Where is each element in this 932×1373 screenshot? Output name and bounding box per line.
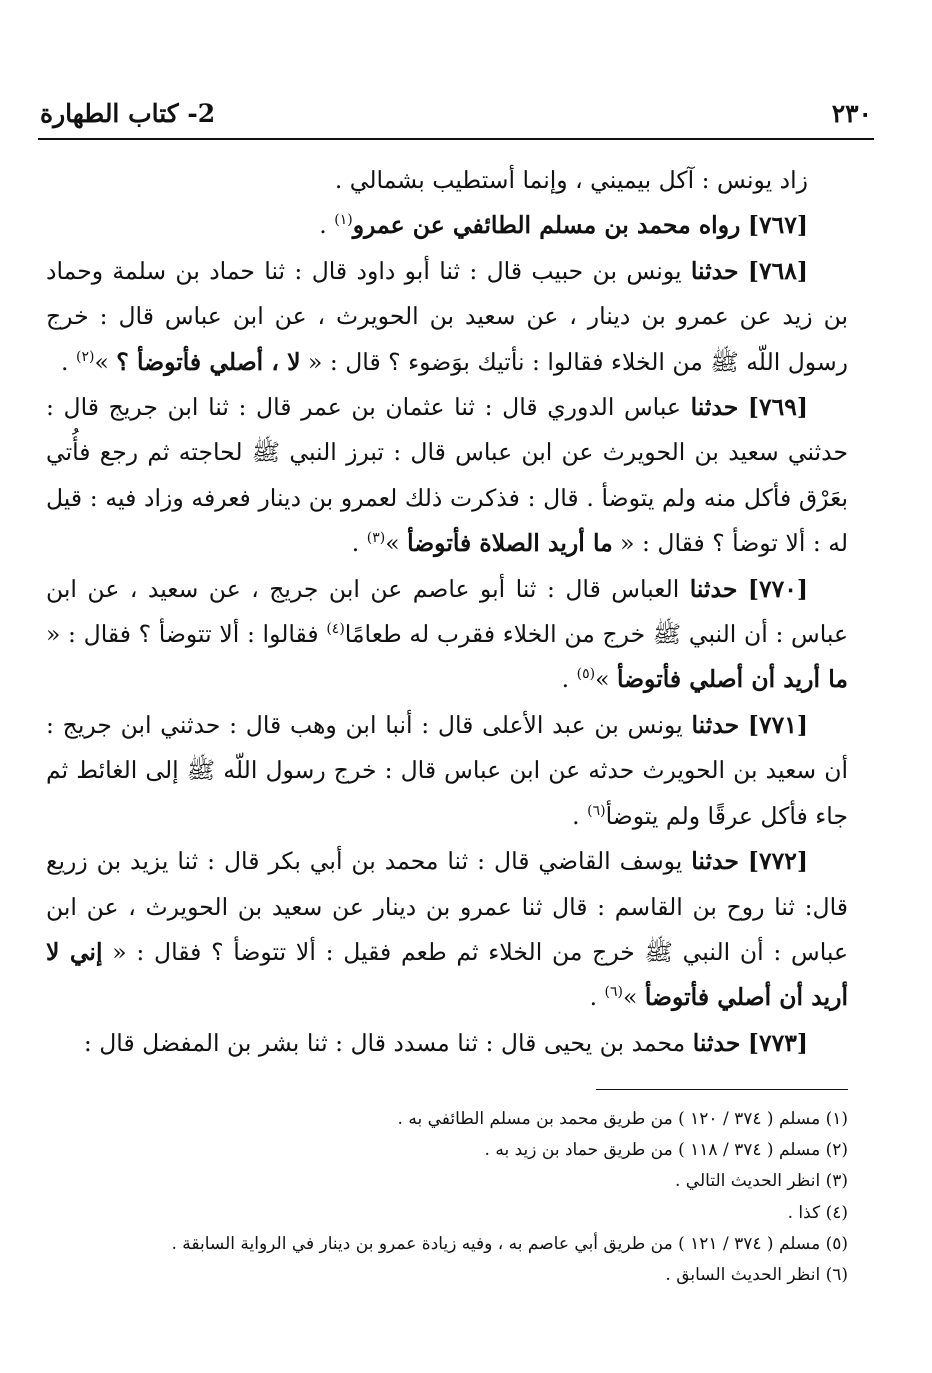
footnote-5: (٥) مسلم ( ٣٧٤ / ١٢١ ) من طريق أبي عاصم به ، وفيه زيادة عمرو بن دينار في الرواية السابقة . [171,1233,848,1254]
footnote-2: (٢) مسلم ( ٣٧٤ / ١١٨ ) من طريق حماد بن زيد به . [484,1140,848,1161]
paragraph-766-continuation: زاد يونس : آكل بيميني ، وإنما أستطيب بشمالي . [334,166,808,194]
footnote-marker: (٦) [604,984,624,1001]
hadith-text: عباس الدوري قال : ثنا عثمان بن عمر قال : ثنا ابن جريج قال : حدثني سعيد بن الحويرث عن ابن عباس قال : تبرز النبي ﷺ لحاجته ثم رجع فأُتي بعَرْق فأكل منه ولم يتوضأ . قال : فذكرت ذلك لعمرو بن دينار فعرفه وزاد فيه : قيل له : ألا توضأ ؟ فقال : « [46,393,848,558]
prophetic-quote: ما أريد الصلاة فأتوضأ [407,529,613,558]
prophetic-quote: لا ، أصلي فأتوضأ ؟ [116,347,301,376]
narration-keyword: حدثنا [690,256,739,285]
header-divider [38,138,874,140]
footnote-marker: (٥) [576,666,596,683]
footnote-4: (٤) كذا . [787,1202,848,1223]
hadith-number: [٧٧٣] [747,1028,808,1057]
narration-keyword: حدثنا [689,574,738,603]
footnote-marker: (٤) [326,621,345,638]
footnote-marker: (٣) [366,530,386,547]
hadith-771: [٧٧١] حدثنا يونس بن عبد الأعلى قال : أنبا ابن وهب قال : حدثني ابن جريج : أن سعيد بن الحويرث حدثه عن ابن عباس قال : خرج رسول اللّه ﷺ إلى الغائط ثم جاء فأكل عرقًا ولم يتوضأ$^{(٦)}$ . [46,710,848,830]
footnote-marker: (٦) [587,802,606,819]
hadith-number: [٧٦٧] [747,211,808,240]
hadith-text: يونس بن عبد الأعلى قال : أنبا ابن وهب قال : حدثني ابن جريج : أن سعيد بن الحويرث حدثه عن ابن عباس قال : خرج رسول اللّه ﷺ إلى الغائط ثم جاء فأكل عرقًا ولم يتوضأ [46,710,848,830]
hadith-772: [٧٧٢] حدثنا يوسف القاضي قال : ثنا محمد بن أبي بكر قال : ثنا يزيد بن زريع قال: ثنا روح بن القاسم : قال ثنا عمرو بن دينار عن سعيد بن الحويرث ، عن ابن عباس : أن النبي ﷺ خرج من الخلاء ثم طعم فقيل : ألا تتوضأ ؟ فقال : « إني لا أريد أن أصلي فأتوضأ »$^{(٦)}$ . [46,847,848,1012]
hadith-769: [٧٦٩] حدثنا عباس الدوري قال : ثنا عثمان بن عمر قال : ثنا ابن جريج قال : حدثني سعيد بن الحويرث عن ابن عباس قال : تبرز النبي ﷺ لحاجته ثم رجع فأُتي بعَرْق فأكل منه ولم يتوضأ . قال : فذكرت ذلك لعمرو بن دينار فعرفه وزاد فيه : قيل له : ألا توضأ ؟ فقال : « ما أريد الصلاة فأتوضأ »$^{(٣)}$ . [46,393,848,558]
hadith-text: العباس قال : ثنا أبو عاصم عن ابن جريج ، عن سعيد ، عن ابن عباس : أن النبي ﷺ خرج من الخلاء فقرب له طعامًا [46,574,848,649]
footnotes [120,1104,848,1291]
narration-keyword: حدثنا [691,847,739,876]
footnote-marker: (١) [334,212,353,229]
narration-keyword: حدثنا [692,1028,741,1057]
narration-keyword: حدثنا [691,710,740,739]
hadith-number: [٧٧٢] [747,847,808,876]
hadith-number: [٧٦٩] [747,393,808,422]
hadith-text: يونس بن حبيب قال : ثنا أبو داود قال : ثنا حماد بن سلمة وحماد بن زيد عن عمرو بن دينار ، عن سعيد بن الحويرث ، عن ابن عباس قال : خرج رسول اللّه ﷺ من الخلاء فقالوا : نأتيك بوَضوء ؟ قال : « [46,256,848,376]
hadith-767: [٧٦٧] رواه محمد بن مسلم الطائفي عن عمرو$^{(١)}$ . [319,211,808,240]
hadith-773 [46,1021,848,1066]
prophetic-quote: ما أريد أن أصلي فأتوضأ [616,665,848,694]
hadith-number: [٧٧١] [747,710,808,739]
footnote-marker: (٢) [75,348,95,365]
hadith-text: محمد بن يحيى قال : ثنا مسدد قال : ثنا بشر بن المفضل قال : [83,1028,693,1057]
hadith-text: رواه محمد بن مسلم الطائفي عن عمرو [352,211,741,240]
hadith-number: [٧٦٨] [747,256,808,285]
page-number: ٢٣٠ [831,99,872,128]
footnote-divider [596,1089,848,1090]
main-text [46,158,848,1066]
hadith-text: يوسف القاضي قال : ثنا محمد بن أبي بكر قال : ثنا يزيد بن زريع قال: ثنا روح بن القاسم : قال ثنا عمرو بن دينار عن سعيد بن الحويرث ، عن ابن عباس : أن النبي ﷺ خرج من الخلاء ثم طعم فقيل : ألا تتوضأ ؟ فقال : « [46,847,848,966]
prophetic-quote: إني لا أريد أن أصلي فأتوضأ [46,937,848,1012]
footnote-1: (١) مسلم ( ٣٧٤ / ١٢٠ ) من طريق محمد بن مسلم الطائفي به . [397,1109,848,1129]
hadith-number: [٧٧٠] [747,574,808,603]
hadith-770: [٧٧٠] حدثنا العباس قال : ثنا أبو عاصم عن ابن جريج ، عن سعيد ، عن ابن عباس : أن النبي ﷺ خرج من الخلاء فقرب له طعامًا$^{(٤)}$ فقالوا : ألا تتوضأ ؟ فقال : « ما أريد أن أصلي فأتوضأ »$^{(٥)}$ . [46,574,848,694]
footnote-6: (٦) انظر الحديث السابق . [665,1265,848,1286]
chapter-title: 2- كتاب الطهارة [40,99,216,128]
narration-keyword: حدثنا [690,393,739,422]
page-header [40,88,872,128]
hadith-768: [٧٦٨] حدثنا يونس بن حبيب قال : ثنا أبو داود قال : ثنا حماد بن سلمة وحماد بن زيد عن عمرو بن دينار ، عن سعيد بن الحويرث ، عن ابن عباس قال : خرج رسول اللّه ﷺ من الخلاء فقالوا : نأتيك بوَضوء ؟ قال : « لا ، أصلي فأتوضأ ؟ »$^{(٢)}$ . [46,256,848,376]
footnote-3: (٣) انظر الحديث التالي . [675,1171,848,1192]
